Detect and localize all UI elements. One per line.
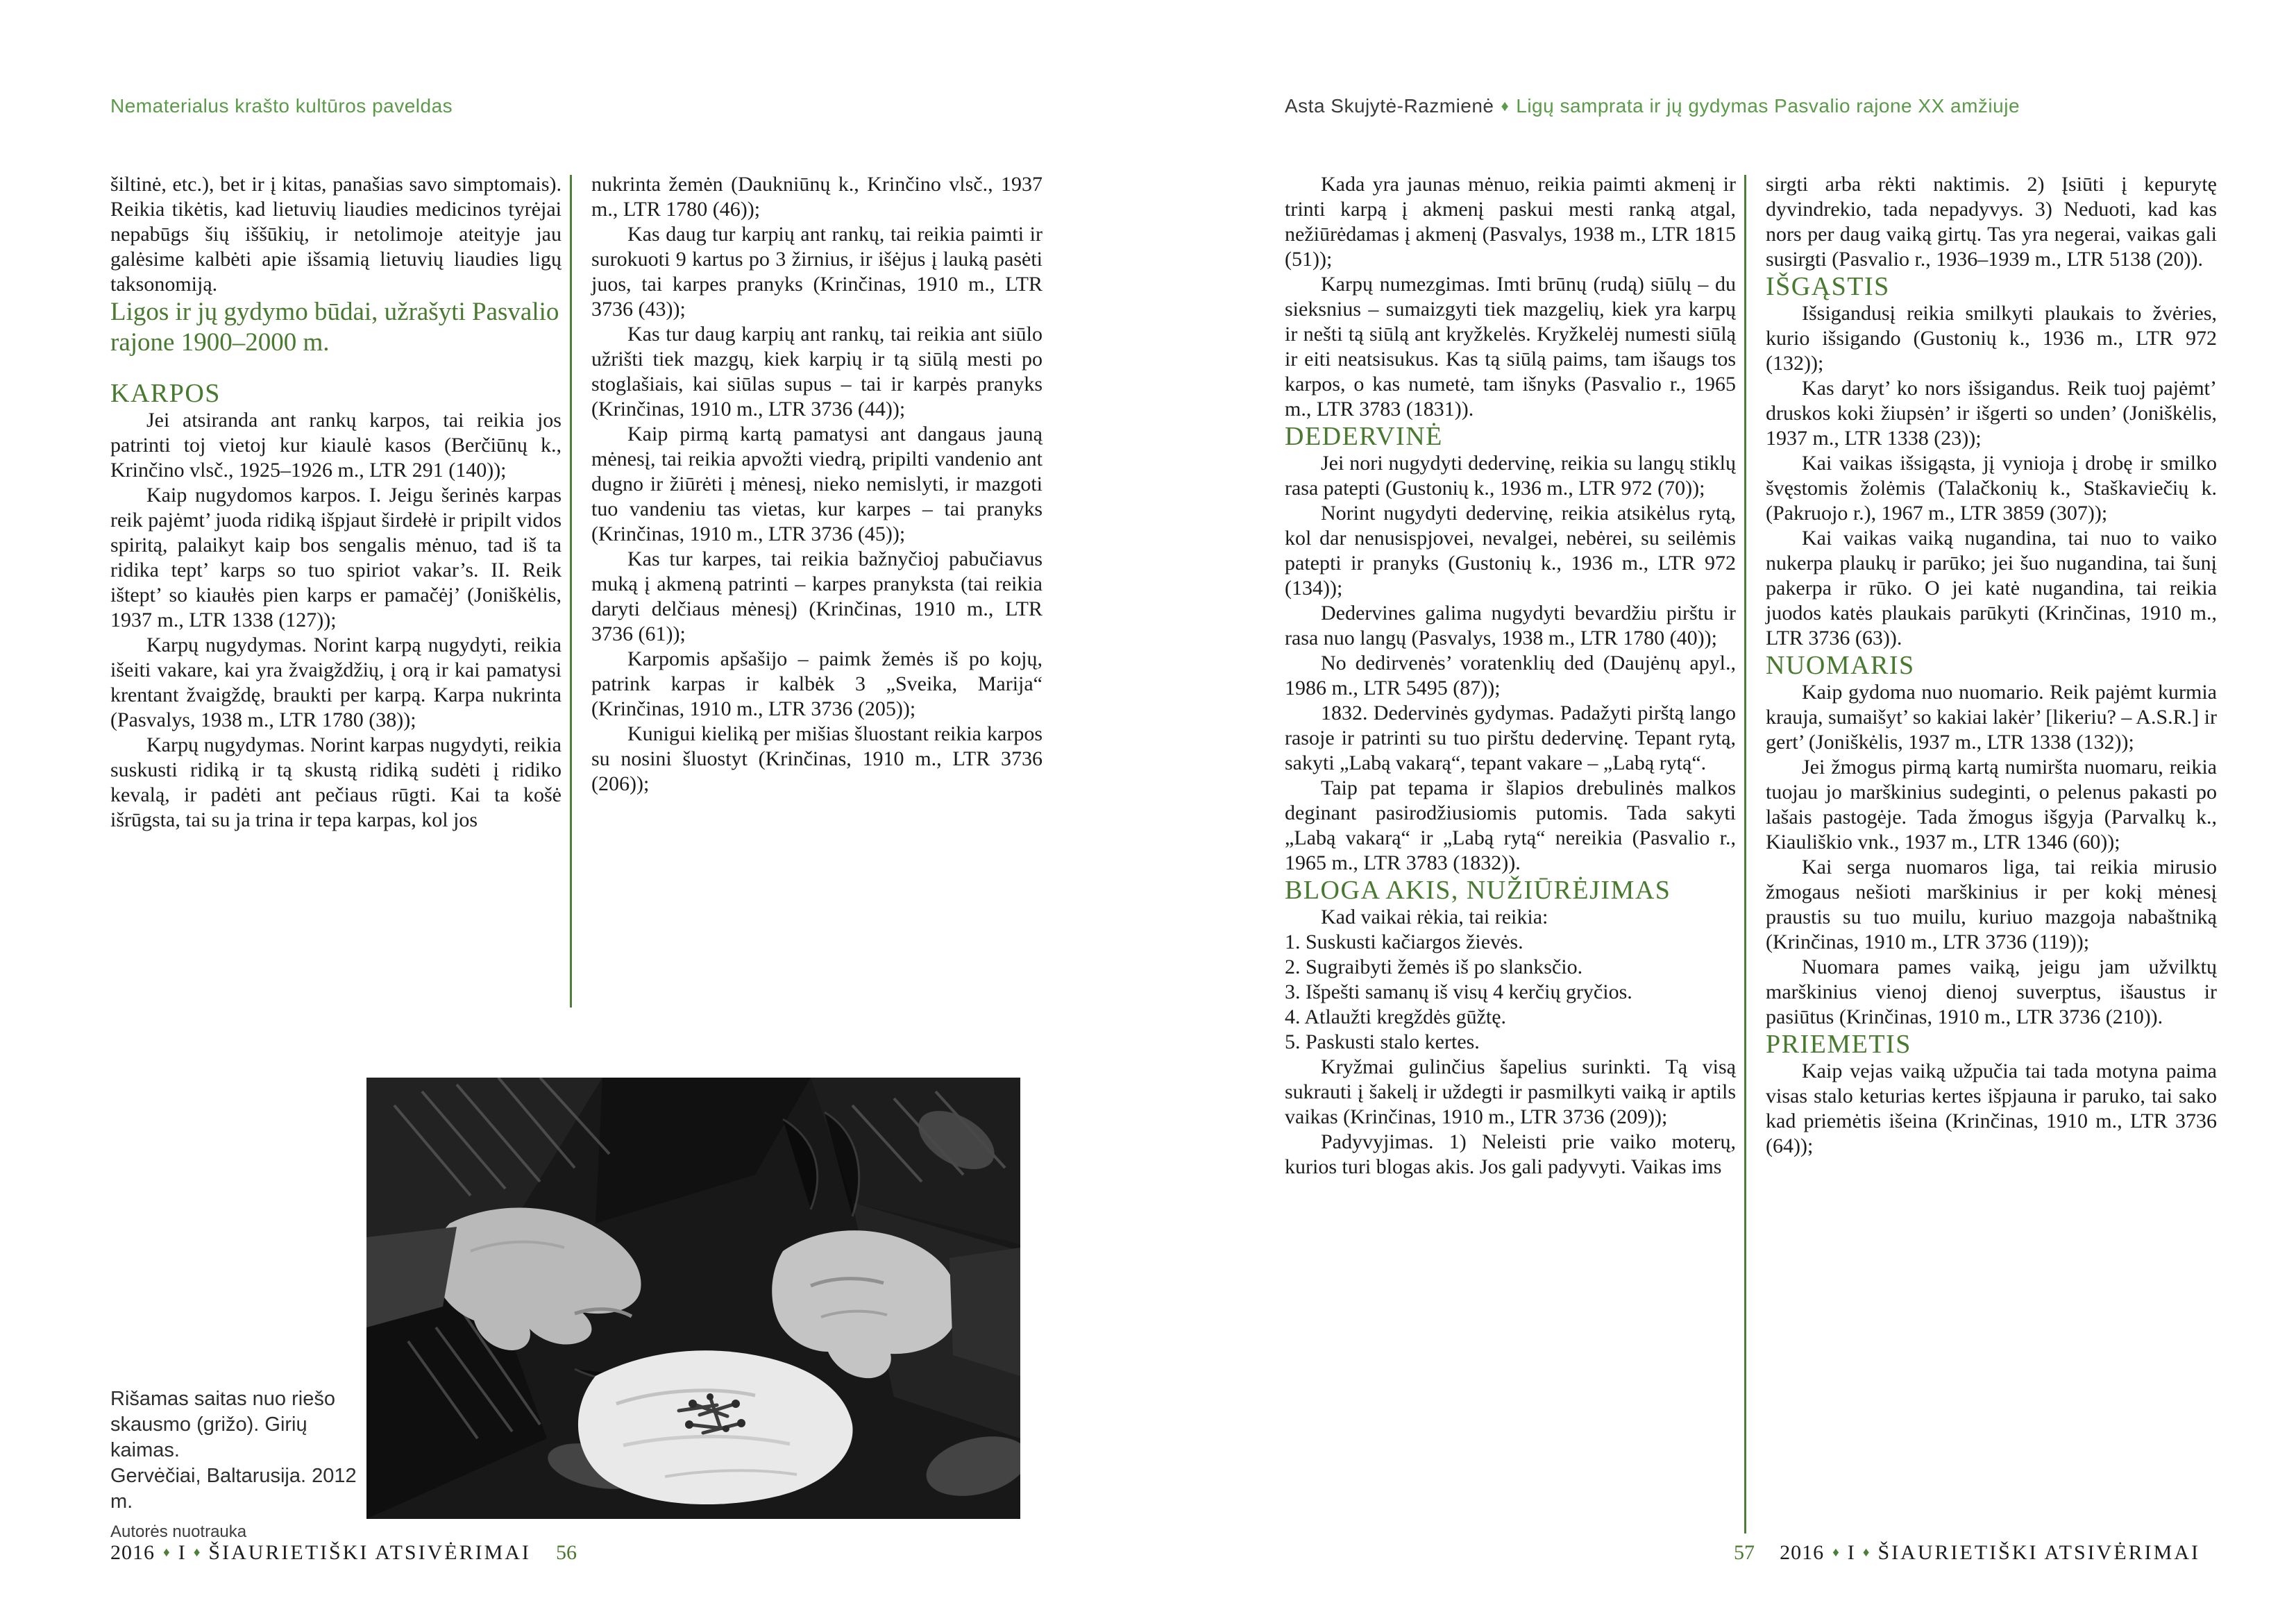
article-title: Ligų samprata ir jų gydymas Pasvalio rajone XX amžiuje — [1516, 95, 2020, 117]
running-head-left — [110, 94, 453, 118]
caption-line: Gervėčiai, Baltarusija. 2012 m. — [110, 1465, 357, 1513]
body-paragraph: Norint nugydyti dedervinę, reikia atsikėlus rytą, kol dar nenusispjovei, nevalgei, nebėrei, su seilėmis patepti ir pranyks (Gustonių k., 1936 m., LTR 972 (134)); — [1285, 502, 1736, 600]
photo-illustration — [366, 1078, 1020, 1519]
caption-credit: Autorės nuotrauka — [110, 1522, 247, 1541]
footer-volume: I — [1847, 1541, 1855, 1564]
page-number-right: 57 — [1734, 1541, 1755, 1564]
running-head-right — [1285, 94, 2020, 119]
body-paragraph: Kas daryt’ ko nors išsigandus. Reik tuoj pajėmt’ druskos koki žiupsėn’ ir išgerti so unden’ (Joniškėlis, 1937 m., LTR 1338 (23)); — [1766, 377, 2217, 450]
left-page-column-2 — [591, 172, 1043, 797]
body-paragraph: nukrinta žemėn (Daukniūnų k., Krinčino vlsč., 1937 m., LTR 1780 (46)); — [591, 173, 1043, 221]
body-paragraph: Padyvyjimas. 1) Neleisti prie vaiko moterų, kurios turi blogas akis. Jos gali padyvyti. Vaikas ims — [1285, 1130, 1736, 1178]
list-item: 1. Suskusti kačiargos žievės. — [1285, 931, 1523, 953]
footer-volume: I — [178, 1541, 185, 1564]
footer-right — [1734, 1540, 2200, 1568]
body-paragraph: Karpų nugydymas. Norint karpas nugydyti, reikia suskusti ridiką ir tą skustą ridiką sudėti į ridiko kevalą, ir padėti ant pečiaus rūgti. Kai ta košė išrūgsta, tai su ja trina ir tepa karpas, kol jos — [110, 733, 562, 831]
footer-journal: ŠIAURIETIŠKI ATSIVĖRIMAI — [208, 1541, 531, 1564]
body-paragraph: Kada yra jaunas mėnuo, reikia paimti akmenį ir trinti karpą į akmenį paskui mesti ranką atgal, nežiūrėdamas į akmenį (Pasvalys, 1938 m., LTR 1815 (51)); — [1285, 173, 1736, 271]
body-paragraph: Jei nori nugydyti dedervinę, reikia su langų stiklų rasa patepti (Gustonių k., 1936 m., LTR 972 (70)); — [1285, 452, 1736, 500]
body-paragraph: Kaip nugydomos karpos. I. Jeigu šerinės karpas reik pajėmt’ juoda ridiką išpjaut širdełė ir pripilt vidos spiritą, palaikyt kaip bos sengalis mėnuo, tad iš ta ridika tept’ karps so tuo spiriot vakar’s. II. Reik ištept’ so kiaułės pien karps er pamačėj’ (Joniškėlis, 1937 m., LTR 1338 (127)); — [110, 484, 562, 631]
body-paragraph: šiltinė, etc.), bet ir į kitas, panašias savo simptomais). Reikia tikėtis, kad lietuvių liaudies medicinos tyrėjai nepabūgs šių iššūkių, ir netolimoje ateityje jau galėsime kalbėti apie išsamią lietuvių liaudies ligų taksonomiją. — [110, 173, 562, 296]
section-heading: DEDERVINĖ — [1285, 422, 1443, 451]
section-heading: NUOMARIS — [1766, 651, 1915, 680]
footer-right-imprint — [1780, 1540, 2200, 1568]
section-heading: PRIEMETIS — [1766, 1030, 1911, 1059]
right-page-column-1 — [1285, 172, 1736, 1180]
body-paragraph: Kai vaikas išsigąsta, jį vynioja į drobę ir smilko švęstomis žolėmis (Talačkonių k., Staškaviečių k. (Pakruojo r.), 1967 m., LTR 3859 (307)); — [1766, 452, 2217, 525]
caption-line: Rišamas saitas nuo riešo — [110, 1388, 335, 1410]
column-divider-right — [1744, 175, 1746, 1533]
body-paragraph: Karpomis apšašijo – paimk žemės iš po kojų, patrink karpas ir kalbėk 3 „Sveika, Marija“ (Krinčinas, 1910 m., LTR 3736 (205)); — [591, 647, 1043, 720]
photo-caption — [110, 1386, 367, 1545]
section-title: Ligos ir jų gydymo būdai, užrašyti Pasvalio rajone 1900–2000 m. — [110, 298, 559, 357]
body-paragraph: Kas tur karpes, tai reikia bažnyčioj pabučiavus muką į akmeną patrinti – karpes pranyksta (tai reikia daryti delčiaus mėnesį) (Krinčinas, 1910 m., LTR 3736 (61)); — [591, 547, 1043, 645]
section-heading: IŠGĄSTIS — [1766, 272, 1890, 301]
body-paragraph: Kas daug tur karpių ant rankų, tai reikia paimti ir surokuoti 9 kartus po 3 žirnius, ir išėjus į lauką pasėti juos, tai karpes pranyks (Krinčinas, 1910 m., LTR 3736 (43)); — [591, 223, 1043, 321]
body-paragraph: sirgti arba rėkti naktimis. 2) Įsiūti į kepurytę dyvindrekio, tada nepadyvys. 3) Neduoti, kad kas nors per daug vaiką girtų. Tas yra negerai, vaikas gali susirgti (Pasvalio r., 1936–1939 m., LTR 5138 (20)). — [1766, 173, 2217, 271]
footer-left-imprint — [110, 1540, 531, 1568]
page-number-left: 56 — [556, 1541, 577, 1564]
diamond-icon: ♦ — [163, 1545, 170, 1560]
photo-wrist-band — [366, 1078, 1020, 1519]
column-divider-left — [570, 175, 572, 1008]
diamond-icon: ♦ — [193, 1545, 201, 1560]
section-heading: KARPOS — [110, 379, 221, 408]
list-item: 5. Paskusti stalo kertes. — [1285, 1030, 1480, 1053]
body-paragraph: Karpų nugydymas. Norint karpą nugydyti, reikia išeiti vakare, kai yra žvaigždžių, į orą ir kai pamatysi krentant žvaigždę, braukti per karpą. Karpa nukrinta (Pasvalys, 1938 m., LTR 1780 (38)); — [110, 634, 562, 731]
list-item: 2. Sugraibyti žemės iš po slanksčio. — [1285, 955, 1583, 978]
diamond-icon: ♦ — [1832, 1545, 1839, 1560]
body-paragraph: Karpų numezgimas. Imti brūnų (rudą) siūlų – du sieksnius – sumaizgyti tiek mazgelių, kiek yra karpų ir nešti tą siūlą ant kryžkelės. Kryžkelėj numesti siūlą ir eiti neatsisukus. Kas tą siūlą paims, tam išaugs tos karpos, o kas numetė, tam išnyks (Pasvalio r., 1965 m., LTR 3783 (1831)). — [1285, 273, 1736, 420]
list-item: 3. Išpešti samanų iš visų 4 kerčių gryčios. — [1285, 980, 1632, 1003]
article-author: Asta Skujytė-Razmienė — [1285, 95, 1494, 117]
caption-line: skausmo (grižo). Girių kaimas. — [110, 1413, 307, 1461]
footer-year: 2016 — [1780, 1541, 1825, 1564]
section-heading: BLOGA AKIS, NUŽIŪRĖJIMAS — [1285, 876, 1671, 905]
body-paragraph: Kunigui kieliką per mišias šluostant reikia karpos su nosini šluostyt (Krinčinas, 1910 m., LTR 3736 (206)); — [591, 722, 1043, 795]
list-item: 4. Atlaužti kregždės gūžtę. — [1285, 1005, 1507, 1028]
footer-year: 2016 — [110, 1541, 155, 1564]
body-paragraph: Kaip gydoma nuo nuomario. Reik pajėmt kurmia krauja, sumaišyt’ so kakiai lakėr’ [likeriu? – A.S.R.] ir gert’ (Joniškėlis, 1937 m., LTR 1338 (132)); — [1766, 681, 2217, 754]
body-paragraph: Išsigandusį reikia smilkyti plaukais to žvėries, kurio išsigando (Gustonių k., 1936 m., LTR 972 (132)); — [1766, 302, 2217, 375]
body-paragraph: Kaip vejas vaiką užpučia tai tada motyna paima visas stalo keturias kertes išpjauna ir paruko, tai sako kad priemėtis išeina (Krinčinas, 1910 m., LTR 3736 (64)); — [1766, 1060, 2217, 1157]
right-page-column-2 — [1766, 172, 2217, 1159]
body-paragraph: Taip pat tepama ir šlapios drebulinės malkos deginant pasirodžiusiomis putomis. Tada sakyti „Labą vakarą“ ir „Labą rytą“ nereikia (Pasvalio r., 1965 m., LTR 3783 (1832)). — [1285, 776, 1736, 874]
body-paragraph: Kai serga nuomaros liga, tai reikia mirusio žmogaus nešioti marškinius ir per kokį mėnesį praustis su tuo muilu, kuriuo mazgoja nabaštniką (Krinčinas, 1910 m., LTR 3736 (119)); — [1766, 856, 2217, 953]
body-paragraph: Jei žmogus pirmą kartą numiršta nuomaru, reikia tuojau jo marškinius sudeginti, o pelenus pakasti po lašais pastogėje. Tada žmogus išgyja (Parvalkų k., Kiauliškio vnk., 1937 m., LTR 1346 (60)); — [1766, 756, 2217, 853]
body-paragraph: Kad vaikai rėkia, tai reikia: — [1321, 906, 1548, 928]
body-paragraph: Kas tur daug karpių ant rankų, tai reikia ant siūlo užrišti tiek mazgų, kiek karpių ir tą siūlą mesti po stoglašiais, kai siūlas supus – tai ir karpės pranyks (Krinčinas, 1910 m., LTR 3736 (44)); — [591, 323, 1043, 420]
body-paragraph: No dedirvenės’ voratenklių ded (Daujėnų apyl., 1986 m., LTR 5495 (87)); — [1285, 652, 1736, 699]
body-paragraph: Kaip pirmą kartą pamatysi ant dangaus jauną mėnesį, tai reikia apvožti viedrą, pripilti vandenio ant dugno ir žiūrėti į mėnesį, nieko nemislyti, ir mazgoti tuo vandeniu tas vietas, kur karpes – tai pranyks (Krinčinas, 1910 m., LTR 3736 (45)); — [591, 423, 1043, 545]
running-head-left-text: Nematerialus krašto kultūros paveldas — [110, 95, 453, 117]
body-paragraph: Dedervines galima nugydyti bevardžiu pirštu ir rasa nuo langų (Pasvalys, 1938 m., LTR 1780 (40)); — [1285, 602, 1736, 649]
diamond-icon: ♦ — [1862, 1545, 1870, 1560]
diamond-separator-icon: ♦ — [1501, 97, 1510, 114]
footer-left — [110, 1540, 577, 1568]
body-paragraph: Jei atsiranda ant rankų karpos, tai reikia jos patrinti toj vietoj kur kiaulė kasos (Berčiūnų k., Krinčino vlsč., 1925–1926 m., LTR 291 (140)); — [110, 409, 562, 482]
body-paragraph: 1832. Dedervinės gydymas. Padažyti pirštą lango rasoje ir patrinti su tuo pirštu dedervinę. Tepant rytą, sakyti „Labą vakarą“, tepant vakare – „Labą rytą“. — [1285, 702, 1736, 774]
footer-journal: ŠIAURIETIŠKI ATSIVĖRIMAI — [1877, 1541, 2200, 1564]
left-page-column-1 — [110, 172, 562, 833]
body-paragraph: Nuomara pames vaiką, jeigu jam užvilktų marškinius vienoj dienoj suverptus, išaustus ir pasiūtus (Krinčinas, 1910 m., LTR 3736 (210)). — [1766, 955, 2217, 1028]
body-paragraph: Kai vaikas vaiką nugandina, tai nuo to vaiko nukerpa plaukų ir parūko; jei šuo nugandina, tai šunį pakerpa ir rūko. O jei katė nugandina, tai reikia juodos katės plaukais parūkyti (Krinčinas, 1910 m., LTR 3736 (63)). — [1766, 527, 2217, 649]
body-paragraph: Kryžmai gulinčius šapelius surinkti. Tą visą sukrauti į šakelį ir uždegti ir pasmilkyti vaiką ir aptils vaikas (Krinčinas, 1910 m., LTR 3736 (209)); — [1285, 1055, 1736, 1128]
